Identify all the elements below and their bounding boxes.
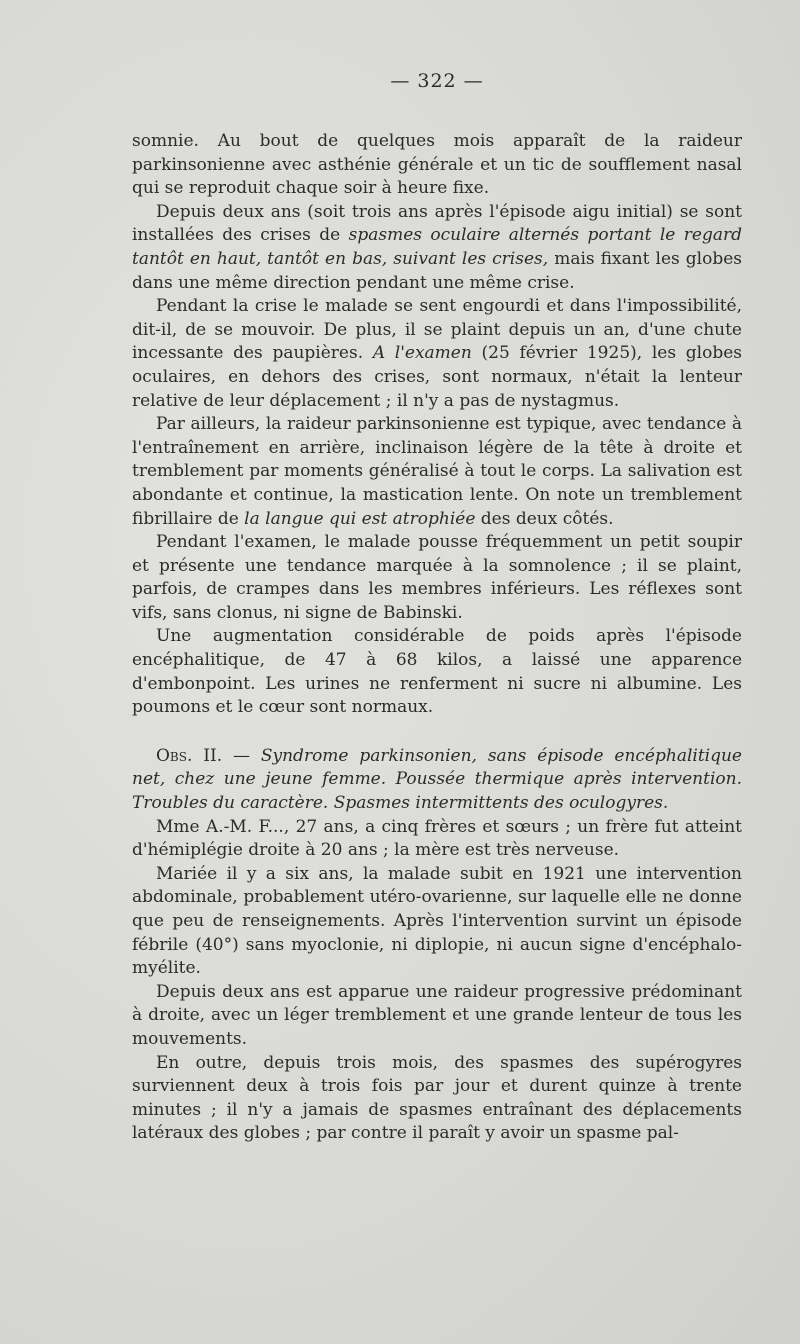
observation-title: Syndrome parkinsonien, sans épisode encéphalitique net, chez une jeune femme. Poussée thermique après intervention. Troubles du caractère. Spasmes intermittents des oculogyres. bbox=[132, 745, 742, 814]
paragraph-10: En outre, depuis trois mois, des spasmes des supérogyres surviennent deux à trois fois par jour et durent quinze à trente minutes ; il n'y a jamais de spasmes entraînant des déplacements latéraux des globes ; par contre il paraît y avoir un spasme pal- bbox=[132, 1052, 742, 1144]
paragraph-2-emphasis: spasmes oculaire alternés portant le regard tantôt en haut, tantôt en bas, suivant les crises, bbox=[132, 225, 742, 269]
paragraph-4-end: des deux côtés. bbox=[475, 508, 614, 529]
paragraph-2-start: Depuis deux ans (soit trois ans après l'épisode aigu initial) se sont installées des crises de bbox=[132, 201, 742, 246]
paragraph-7: Mme A.-M. F..., 27 ans, a cinq frères et sœurs ; un frère fut atteint d'hémiplégie droite à 20 ans ; la mère est très nerveuse. bbox=[132, 816, 742, 861]
paragraph-3-end: (25 février 1925), les globes oculaires, en dehors des crises, sont normaux, n'était la lenteur relative de leur déplacement ; il n'y a pas de nystagmus. bbox=[132, 343, 742, 411]
paragraph-3-emphasis: A l'examen bbox=[372, 343, 472, 364]
paragraph-4 bbox=[132, 413, 742, 531]
observation-heading bbox=[132, 745, 742, 816]
paragraph-8: Mariée il y a six ans, la malade subit en 1921 une intervention abdominale, probablement utéro-ovarienne, sur laquelle elle ne donne que peu de renseignements. Après l'intervention survint un épisode fébrile (40°) sans myoclonie, ni diplopie, ni aucun signe d'encéphalo-myélite. bbox=[132, 863, 742, 979]
observation-label: Obs. II. bbox=[156, 745, 223, 766]
book-page bbox=[132, 70, 742, 1146]
paragraph-3-start: Pendant la crise le malade se sent engourdi et dans l'impossibilité, dit-il, de se mouvoir. De plus, il se plaint depuis un an, d'une chute incessante des paupières. bbox=[132, 296, 742, 364]
paragraph-5: Pendant l'examen, le malade pousse fréquemment un petit soupir et présente une tendance marquée à la somnolence ; il se plaint, parfois, de crampes dans les membres inférieurs. Les réflexes sont vifs, sans clonus, ni signe de Babinski. bbox=[132, 532, 742, 623]
body-text bbox=[132, 130, 742, 1146]
page-number: — 322 — bbox=[390, 70, 484, 92]
paragraph-2-end: mais fixant les globes dans une même direction pendant une même crise. bbox=[132, 248, 742, 293]
observation-dash: — bbox=[222, 745, 261, 766]
paragraph-3 bbox=[132, 295, 742, 413]
paragraph-4-start: Par ailleurs, la raideur parkinsonienne est typique, avec tendance à l'entraînement en arrière, inclinaison légère de la tête à droite et tremblement par moments généralisé à tout le corps. La salivation est abondante et continue, la mastication lente. On note un tremblement fibrillaire de bbox=[132, 414, 742, 529]
paragraph-1: somnie. Au bout de quelques mois apparaît de la raideur parkinsonienne avec asthénie générale et un tic de soufflement nasal qui se reproduit chaque soir à heure fixe. bbox=[132, 131, 742, 199]
paragraph-6: Une augmentation considérable de poids après l'épisode encéphalitique, de 47 à 68 kilos, a laissé une apparence d'embonpoint. Les urines ne renferment ni sucre ni albumine. Les poumons et le cœur sont normaux. bbox=[132, 626, 742, 718]
paragraph-2 bbox=[132, 201, 742, 295]
paragraph-4-emphasis: la langue qui est atrophiée bbox=[244, 508, 476, 529]
paragraph-9: Depuis deux ans est apparue une raideur progressive prédominant à droite, avec un léger tremblement et une grande lenteur de tous les mouvements. bbox=[132, 981, 742, 1049]
